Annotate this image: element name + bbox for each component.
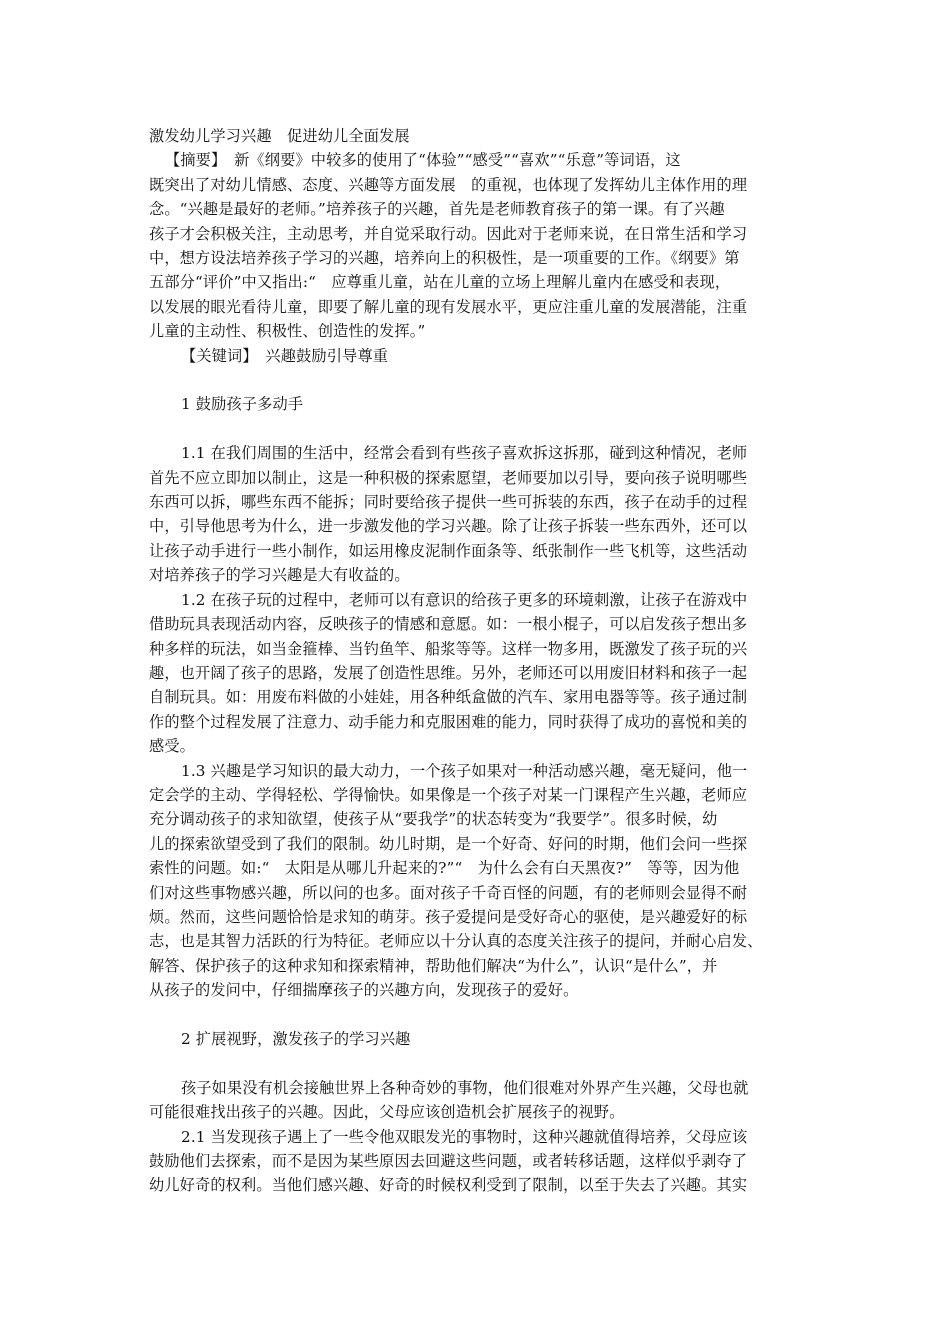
paragraph-1-3: [149, 759, 804, 1003]
abstract-line: 儿童的主动性、积极性、创造性的发挥。”: [149, 322, 426, 341]
paragraph-line: 从孩子的发问中，仔细揣摩孩子的兴趣方向，发现孩子的爱好。: [149, 981, 579, 1000]
paragraph-line: 幼儿好奇的权利。当他们感兴趣、好奇的时候权利受到了限制，以至于失去了兴趣。其实: [149, 1176, 748, 1195]
paragraph-line: 感受。: [149, 737, 196, 756]
section-heading-1: 1 鼓励孩子多动手: [181, 395, 304, 414]
paragraph-line: 1.2 在孩子玩的过程中，老师可以有意识的给孩子更多的环境刺激，让孩子在游戏中: [181, 590, 748, 609]
paragraph-line: 充分调动孩子的求知欲望，使孩子从“要我学”的状态转变为“我要学”。很多时候，幼: [149, 810, 718, 829]
paragraph-line: 1.3 兴趣是学习知识的最大动力，一个孩子如果对一种活动感兴趣，毫无疑问，他一: [181, 761, 748, 780]
paragraph-line: 志，也是其智力活跃的行为特征。老师应以十分认真的态度关注孩子的提问，并耐心启发、: [149, 932, 763, 951]
document-title: 激发幼儿学习兴趣 促进幼儿全面发展: [149, 127, 410, 145]
abstract-line: 念。“兴趣是最好的老师。”培养孩子的兴趣，首先是老师教育孩子的第一课。有了兴趣: [149, 200, 725, 219]
paragraph-line: 对培养孩子的学习兴趣是大有收益的。: [149, 566, 410, 585]
paragraph-line: 首先不应立即加以制止，这是一种积极的探索愿望，老师要加以引导，要向孩子说明哪些: [149, 468, 748, 487]
blank-line: [149, 1051, 804, 1075]
paragraph-line: 们对这些事物感兴趣，所以问的也多。面对孩子千奇百怪的问题，有的老师则会显得不耐: [149, 883, 748, 902]
blank-line: [149, 368, 804, 392]
abstract-line: 五部分“评价”中又指出:“ 应尊重儿童，站在儿童的立场上理解儿童内在感受和表现，: [149, 273, 731, 292]
abstract-line: 中，想方设法培养孩子学习的兴趣，培养向上的积极性，是一项重要的工作。《纲要》第: [149, 249, 740, 268]
section-heading-2: 2 扩展视野，激发孩子的学习兴趣: [181, 1029, 411, 1048]
abstract-paragraph: [149, 148, 804, 343]
abstract-line: 孩子才会积极关注，主动思考，并自觉采取行动。因此对于老师来说，在日常生活和学习: [149, 224, 748, 243]
paragraph-line: 1.1 在我们周围的生活中，经常会看到有些孩子喜欢拆这拆那，碰到这种情况，老师: [181, 444, 748, 463]
abstract-line: 既突出了对幼儿情感、态度、兴趣等方面发展 的重视，也体现了发挥幼儿主体作用的理: [149, 175, 748, 194]
paragraph-1-1: [149, 441, 804, 587]
paragraph-line: 种多样的玩法，如当金箍棒、当钓鱼竿、船浆等等。这样一物多用，既激发了孩子玩的兴: [149, 639, 748, 658]
paragraph-2-intro: [149, 1076, 804, 1125]
paragraph-line: 自制玩具。如：用废布料做的小娃娃，用各种纸盒做的汽车、家用电器等等。孩子通过制: [149, 688, 748, 707]
paragraph-line: 儿的探索欲望受到了我们的限制。幼儿时期，是一个好奇、好问的时期，他们会问一些探: [149, 834, 748, 853]
paragraph-line: 中，引导他思考为什么，进一步激发他的学习兴趣。除了让孩子拆装一些东西外，还可以: [149, 517, 748, 536]
paragraph-line: 东西可以拆，哪些东西不能拆；同时要给孩子提供一些可拆装的东西，孩子在动手的过程: [149, 493, 748, 512]
paragraph-line: 2.1 当发现孩子遇上了一些令他双眼发光的事物时，这种兴趣就值得培养，父母应该: [181, 1127, 748, 1146]
abstract-line: 以发展的眼光看待儿童，即要了解儿童的现有发展水平，更应注重儿童的发展潜能，注重: [149, 297, 748, 316]
blank-line: [149, 1003, 804, 1027]
blank-line: [149, 417, 804, 441]
paragraph-line: 作的整个过程发展了注意力、动手能力和克服困难的能力，同时获得了成功的喜悦和美的: [149, 712, 748, 731]
abstract-line: 【摘要】 新《纲要》中较多的使用了“体验”“感受”“喜欢”“乐意”等词语，这: [165, 151, 681, 170]
document-page: [149, 124, 804, 1198]
paragraph-line: 借助玩具表现活动内容，反映孩子的情感和意愿。如：一根小棍子，可以启发孩子想出多: [149, 615, 748, 634]
paragraph-line: 趣，也开阔了孩子的思路，发展了创造性思维。另外，老师还可以用废旧材料和孩子一起: [149, 663, 748, 682]
paragraph-2-1: [149, 1125, 804, 1198]
paragraph-line: 解答、保护孩子的这种求知和探索精神，帮助他们解决“为什么”，认识“是什么”，并: [149, 956, 718, 975]
paragraph-line: 定会学的主动、学得轻松、学得愉快。如果像是一个孩子对某一门课程产生兴趣，老师应: [149, 785, 748, 804]
paragraph-line: 可能很难找出孩子的兴趣。因此，父母应该创造机会扩展孩子的视野。: [149, 1103, 625, 1122]
paragraph-1-2: [149, 588, 804, 759]
paragraph-line: 烦。然而，这些问题恰恰是求知的萌芽。孩子爱提问是受好奇心的驱使，是兴趣爱好的标: [149, 907, 748, 926]
keywords-line: 【关键词】 兴趣鼓励引导尊重: [181, 346, 389, 365]
paragraph-line: 孩子如果没有机会接触世界上各种奇妙的事物，他们很难对外界产生兴趣，父母也就: [181, 1078, 749, 1097]
paragraph-line: 让孩子动手进行一些小制作，如运用橡皮泥制作面条等、纸张制作一些飞机等，这些活动: [149, 541, 748, 560]
paragraph-line: 索性的问题。如:“ 太阳是从哪儿升起来的?”“ 为什么会有白天黑夜?” 等等，因为他: [149, 859, 740, 878]
paragraph-line: 鼓励他们去探索，而不是因为某些原因去回避这些问题，或者转移话题，这样似乎剥夺了: [149, 1152, 748, 1170]
